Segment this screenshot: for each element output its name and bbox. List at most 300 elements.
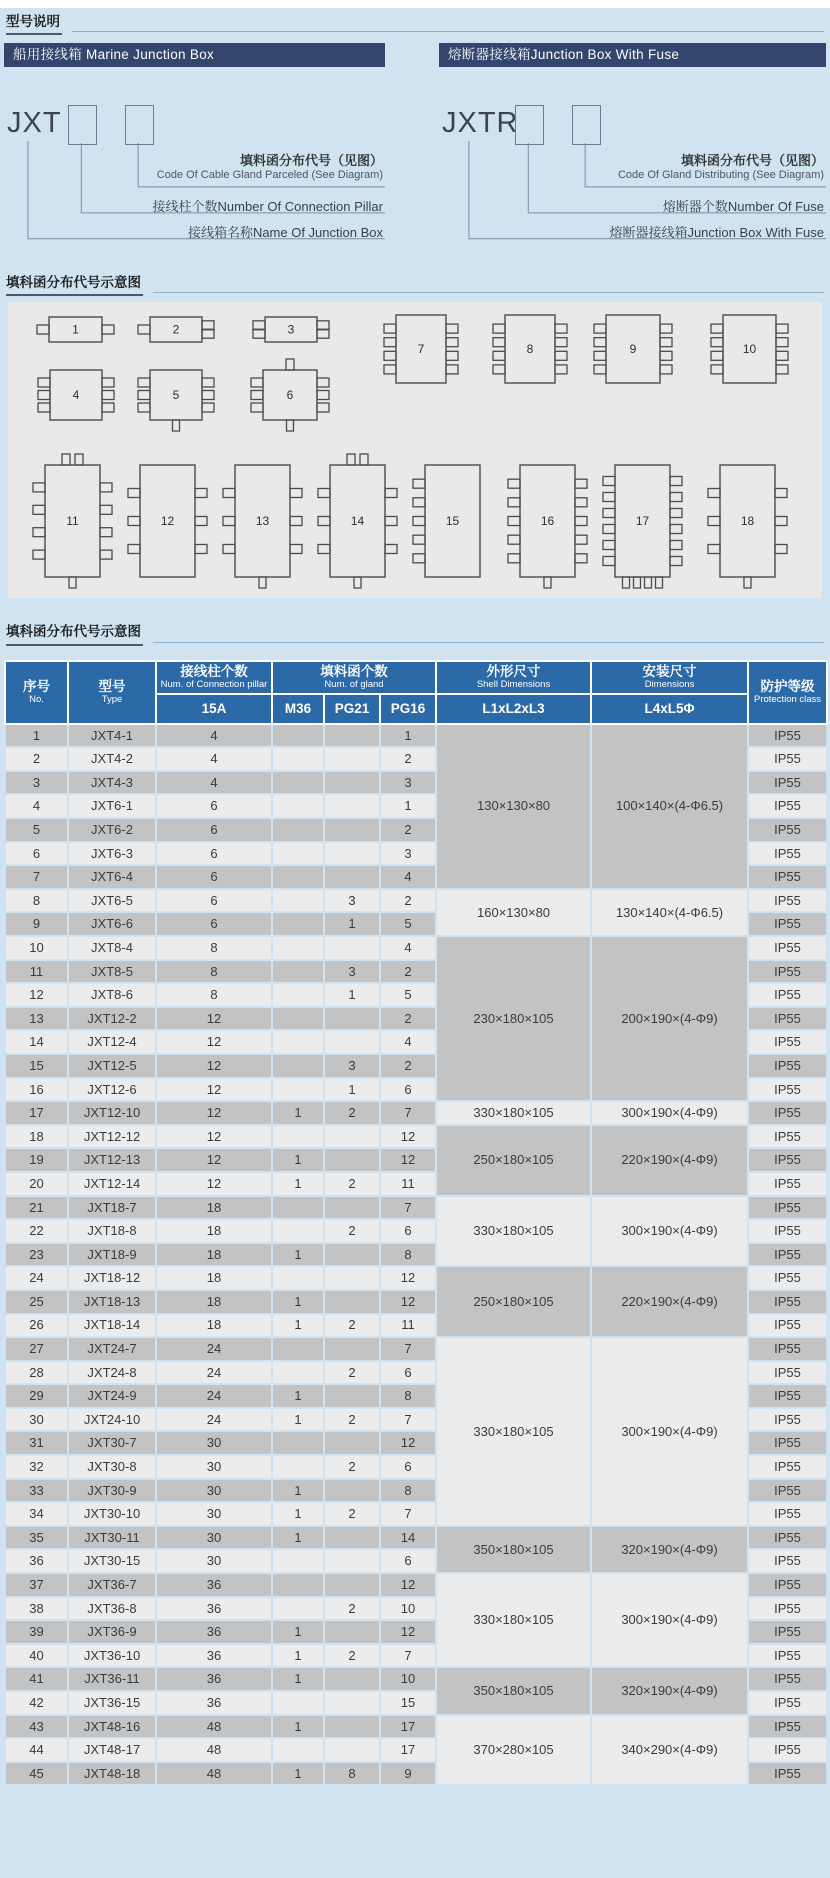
cell-m36: 1 [272,1290,324,1314]
cell-m36 [272,842,324,866]
gland-distribution-diagram [8,302,822,598]
cell-no: 38 [5,1597,68,1621]
cell-pg16: 7 [380,1101,436,1125]
subcol-pg16: PG16 [380,694,436,724]
table-row [5,889,827,913]
gland-diagram-svg [8,302,822,598]
cell-15a: 6 [156,794,272,818]
cell-pg16: 5 [380,983,436,1007]
section-title: 填科函分布代号示意图 [6,624,143,645]
gland-box-symbol [128,465,207,577]
cell-shell-dimensions: 330×180×105 [436,1196,591,1267]
cell-m36: 1 [272,1502,324,1526]
cell-protection: IP55 [748,1361,827,1385]
table-row [5,1573,827,1597]
gland-box-symbol [603,465,682,588]
cell-pg21: 1 [324,912,380,936]
label-fuse-count: 熔断器个数Number Of Fuse [662,199,824,215]
cell-m36: 1 [272,1762,324,1786]
cell-protection: IP55 [748,1101,827,1125]
cell-mount-dimensions: 320×190×(4-Φ9) [591,1667,748,1714]
gland-box-symbol [37,317,114,342]
cell-m36 [272,1266,324,1290]
cell-protection: IP55 [748,1620,827,1644]
svg-text:1: 1 [72,322,79,337]
cell-m36 [272,1361,324,1385]
cell-15a: 18 [156,1219,272,1243]
cell-pg21 [324,1526,380,1550]
cell-shell-dimensions: 330×180×105 [436,1101,591,1125]
cell-15a: 30 [156,1479,272,1503]
cell-type: JXT6-5 [68,889,156,913]
cell-pg16: 2 [380,747,436,771]
spec-table-body [5,724,827,1786]
cell-protection: IP55 [748,1054,827,1078]
cell-type: JXT30-7 [68,1431,156,1455]
cell-pg21 [324,1667,380,1691]
cell-type: JXT30-8 [68,1455,156,1479]
cell-15a: 12 [156,1125,272,1149]
cell-pg16: 7 [380,1502,436,1526]
cell-protection: IP55 [748,1549,827,1573]
cell-mount-dimensions: 300×190×(4-Φ9) [591,1101,748,1125]
cell-pg21 [324,865,380,889]
cell-mount-dimensions: 300×190×(4-Φ9) [591,1337,748,1526]
cell-protection: IP55 [748,1526,827,1550]
cell-type: JXT12-6 [68,1078,156,1102]
cell-protection: IP55 [748,1762,827,1786]
cell-15a: 36 [156,1597,272,1621]
cell-pg21 [324,1125,380,1149]
cell-pg21 [324,771,380,795]
table-row [5,1667,827,1691]
cell-pg21 [324,1337,380,1361]
cell-no: 22 [5,1219,68,1243]
cell-m36 [272,936,324,960]
svg-text:18: 18 [740,514,755,529]
cell-protection: IP55 [748,1196,827,1220]
cell-15a: 30 [156,1549,272,1573]
cell-pg21: 1 [324,1078,380,1102]
cell-pg21 [324,1148,380,1172]
cell-pg21 [324,1290,380,1314]
cell-pg16: 8 [380,1243,436,1267]
cell-m36: 1 [272,1526,324,1550]
cell-protection: IP55 [748,818,827,842]
cell-pg21 [324,1266,380,1290]
cell-shell-dimensions: 330×180×105 [436,1573,591,1667]
cell-pg16: 12 [380,1573,436,1597]
col-header-mount: 安装尺寸 Dimensions [591,661,748,694]
table-row [5,1526,827,1550]
cell-no: 11 [5,960,68,984]
cell-m36 [272,771,324,795]
cell-type: JXT8-4 [68,936,156,960]
cell-protection: IP55 [748,1502,827,1526]
cell-mount-dimensions: 200×190×(4-Φ9) [591,936,748,1101]
spec-table [4,660,828,1787]
cell-pg16: 17 [380,1715,436,1739]
cell-no: 34 [5,1502,68,1526]
cell-15a: 24 [156,1361,272,1385]
cell-no: 19 [5,1148,68,1172]
cell-mount-dimensions: 320×190×(4-Φ9) [591,1526,748,1573]
cell-type: JXT6-6 [68,912,156,936]
table-row [5,724,827,748]
cell-shell-dimensions: 250×180×105 [436,1125,591,1196]
cell-15a: 4 [156,771,272,795]
cell-15a: 36 [156,1573,272,1597]
cell-no: 30 [5,1408,68,1432]
cell-m36 [272,1219,324,1243]
cell-15a: 18 [156,1290,272,1314]
cell-protection: IP55 [748,747,827,771]
cell-type: JXT30-10 [68,1502,156,1526]
cell-15a: 8 [156,960,272,984]
svg-text:7: 7 [417,342,425,357]
cell-pg16: 2 [380,960,436,984]
svg-text:17: 17 [635,514,650,529]
cell-protection: IP55 [748,1219,827,1243]
cell-no: 27 [5,1337,68,1361]
spec-table-wrap [4,660,826,1787]
cell-m36 [272,983,324,1007]
cell-no: 23 [5,1243,68,1267]
cell-m36 [272,1196,324,1220]
label-box-name: 接线箱名称Name Of Junction Box [187,225,383,241]
cell-protection: IP55 [748,1691,827,1715]
cell-no: 35 [5,1526,68,1550]
table-row [5,1337,827,1361]
cell-m36 [272,912,324,936]
cell-m36: 1 [272,1715,324,1739]
cell-pg21 [324,1620,380,1644]
gland-box-symbol [594,315,672,383]
svg-text:16: 16 [540,514,555,529]
cell-m36 [272,1597,324,1621]
cell-no: 36 [5,1549,68,1573]
cell-m36 [272,724,324,748]
cell-type: JXT36-7 [68,1573,156,1597]
svg-text:3: 3 [287,322,295,337]
panel-header: 船用接线箱 Marine Junction Box [4,43,385,67]
cell-pg21 [324,747,380,771]
cell-m36 [272,1431,324,1455]
cell-no: 8 [5,889,68,913]
cell-pg21 [324,1479,380,1503]
label-box-name: 熔断器接线箱Junction Box With Fuse [609,225,824,241]
cell-pg21: 2 [324,1101,380,1125]
cell-shell-dimensions: 370×280×105 [436,1715,591,1786]
cell-pg21 [324,936,380,960]
cell-no: 31 [5,1431,68,1455]
cell-no: 25 [5,1290,68,1314]
cell-type: JXT12-12 [68,1125,156,1149]
subcol-15a: 15A [156,694,272,724]
cell-15a: 4 [156,724,272,748]
cell-type: JXT6-3 [68,842,156,866]
cell-pg16: 6 [380,1455,436,1479]
table-row [5,1266,827,1290]
table-row [5,936,827,960]
cell-no: 4 [5,794,68,818]
cell-15a: 36 [156,1667,272,1691]
cell-15a: 12 [156,1054,272,1078]
cell-no: 7 [5,865,68,889]
cell-protection: IP55 [748,1078,827,1102]
cell-pg21 [324,842,380,866]
cell-no: 20 [5,1172,68,1196]
cell-m36 [272,747,324,771]
cell-15a: 48 [156,1738,272,1762]
cell-15a: 12 [156,1172,272,1196]
cell-mount-dimensions: 300×190×(4-Φ9) [591,1196,748,1267]
label-gland-code: 填料函分布代号（见图） Code Of Cable Gland Parceled (See Diagram) [156,153,383,181]
model-code-text: JXT [7,107,62,140]
gland-box-symbol [138,317,214,342]
cell-type: JXT6-2 [68,818,156,842]
cell-protection: IP55 [748,1243,827,1267]
col-header-shell: 外形尺寸 Shell Dimensions [436,661,591,694]
svg-text:11: 11 [66,514,79,529]
cell-15a: 18 [156,1243,272,1267]
table-row [5,1125,827,1149]
cell-shell-dimensions: 250×180×105 [436,1266,591,1337]
cell-type: JXT36-10 [68,1644,156,1668]
cell-no: 40 [5,1644,68,1668]
cell-m36: 1 [272,1314,324,1338]
cell-pg21 [324,1196,380,1220]
subcol-l1l2l3: L1xL2xL3 [436,694,591,724]
cell-15a: 18 [156,1266,272,1290]
cell-m36 [272,865,324,889]
title-rule [72,31,824,32]
col-header-protection: 防护等级 Protection class [748,661,827,724]
svg-text:14: 14 [350,514,365,529]
cell-pg21 [324,1007,380,1031]
cell-protection: IP55 [748,1030,827,1054]
cell-m36 [272,1573,324,1597]
cell-pg16: 7 [380,1408,436,1432]
panel-header: 熔断器接线箱Junction Box With Fuse [439,43,826,67]
cell-15a: 24 [156,1408,272,1432]
cell-15a: 30 [156,1502,272,1526]
cell-protection: IP55 [748,1172,827,1196]
cell-m36: 1 [272,1620,324,1644]
panel-body [4,67,385,249]
cell-type: JXT6-1 [68,794,156,818]
cell-protection: IP55 [748,1667,827,1691]
cell-type: JXT12-2 [68,1007,156,1031]
cell-protection: IP55 [748,912,827,936]
cell-m36 [272,818,324,842]
cell-m36: 1 [272,1243,324,1267]
cell-type: JXT4-2 [68,747,156,771]
panel-body [439,67,826,249]
cell-pg16: 4 [380,936,436,960]
cell-shell-dimensions: 330×180×105 [436,1337,591,1526]
cell-type: JXT48-16 [68,1715,156,1739]
cell-protection: IP55 [748,960,827,984]
cell-no: 21 [5,1196,68,1220]
cell-15a: 24 [156,1337,272,1361]
cell-pg16: 12 [380,1266,436,1290]
cell-type: JXT12-4 [68,1030,156,1054]
cell-15a: 36 [156,1691,272,1715]
cell-pg16: 17 [380,1738,436,1762]
cell-pg21: 2 [324,1219,380,1243]
cell-15a: 6 [156,865,272,889]
cell-type: JXT8-6 [68,983,156,1007]
cell-pg16: 6 [380,1361,436,1385]
gland-box-symbol [384,315,458,383]
cell-no: 12 [5,983,68,1007]
cell-protection: IP55 [748,1290,827,1314]
cell-pg16: 10 [380,1597,436,1621]
cell-type: JXT12-14 [68,1172,156,1196]
cell-type: JXT12-10 [68,1101,156,1125]
cell-mount-dimensions: 220×190×(4-Φ9) [591,1125,748,1196]
cell-pg16: 10 [380,1667,436,1691]
section-title: 型号说明 [6,14,62,35]
cell-15a: 8 [156,983,272,1007]
cell-type: JXT24-8 [68,1361,156,1385]
cell-no: 3 [5,771,68,795]
cell-pg16: 4 [380,1030,436,1054]
cell-no: 45 [5,1762,68,1786]
cell-pg21: 2 [324,1644,380,1668]
cell-protection: IP55 [748,1431,827,1455]
cell-protection: IP55 [748,1314,827,1338]
cell-type: JXT36-11 [68,1667,156,1691]
cell-protection: IP55 [748,1479,827,1503]
cell-type: JXT30-15 [68,1549,156,1573]
cell-no: 32 [5,1455,68,1479]
cell-type: JXT4-3 [68,771,156,795]
cell-no: 37 [5,1573,68,1597]
label-gland-code: 填料函分布代号（见图） Code Of Gland Distributing (See Diagram) [617,153,824,181]
gland-box-symbol [708,465,787,588]
cell-no: 18 [5,1125,68,1149]
cell-pg16: 12 [380,1620,436,1644]
cell-type: JXT18-8 [68,1219,156,1243]
cell-pg16: 7 [380,1337,436,1361]
svg-text:12: 12 [160,514,175,529]
cell-protection: IP55 [748,794,827,818]
cell-no: 28 [5,1361,68,1385]
cell-mount-dimensions: 100×140×(4-Φ6.5) [591,724,748,889]
cell-m36 [272,1691,324,1715]
gland-box-symbol [413,465,480,577]
cell-pg21 [324,1715,380,1739]
cell-pg21: 2 [324,1597,380,1621]
cell-protection: IP55 [748,1266,827,1290]
cell-protection: IP55 [748,1738,827,1762]
cell-15a: 30 [156,1526,272,1550]
cell-pg21: 3 [324,1054,380,1078]
svg-text:10: 10 [742,342,757,357]
cell-protection: IP55 [748,771,827,795]
cell-type: JXT36-9 [68,1620,156,1644]
gland-box-symbol [508,465,587,588]
cell-type: JXT18-7 [68,1196,156,1220]
svg-text:4: 4 [72,388,80,403]
spec-table-header [5,661,827,724]
svg-text:6: 6 [286,388,294,403]
cell-no: 33 [5,1479,68,1503]
panel-junction-box-with-fuse [439,43,826,249]
cell-pg16: 1 [380,724,436,748]
cell-m36: 1 [272,1408,324,1432]
svg-text:5: 5 [172,388,180,403]
cell-pg21: 2 [324,1172,380,1196]
cell-pg16: 7 [380,1644,436,1668]
cell-protection: IP55 [748,865,827,889]
cell-m36 [272,1007,324,1031]
cell-protection: IP55 [748,724,827,748]
cell-pg16: 14 [380,1526,436,1550]
cell-no: 14 [5,1030,68,1054]
cell-15a: 48 [156,1715,272,1739]
cell-pg16: 4 [380,865,436,889]
cell-15a: 18 [156,1196,272,1220]
cell-pg16: 12 [380,1431,436,1455]
cell-type: JXT24-7 [68,1337,156,1361]
cell-m36 [272,889,324,913]
section-gland-table [6,624,824,645]
panel-marine-junction-box [4,43,385,249]
subcol-m36: M36 [272,694,324,724]
cell-m36: 1 [272,1479,324,1503]
title-rule [153,292,824,293]
cell-15a: 12 [156,1101,272,1125]
svg-text:13: 13 [255,514,270,529]
cell-no: 24 [5,1266,68,1290]
cell-pg21 [324,1738,380,1762]
cell-protection: IP55 [748,1597,827,1621]
cell-protection: IP55 [748,1644,827,1668]
cell-m36: 1 [272,1148,324,1172]
cell-pg16: 7 [380,1196,436,1220]
section-title: 填科函分布代号示意图 [6,275,143,296]
cell-type: JXT4-1 [68,724,156,748]
cell-pg16: 6 [380,1549,436,1573]
cell-pg16: 6 [380,1078,436,1102]
cell-15a: 12 [156,1030,272,1054]
cell-protection: IP55 [748,1007,827,1031]
cell-protection: IP55 [748,1715,827,1739]
cell-15a: 6 [156,818,272,842]
cell-shell-dimensions: 160×130×80 [436,889,591,936]
cell-no: 10 [5,936,68,960]
cell-pg16: 2 [380,1007,436,1031]
cell-pg21 [324,1573,380,1597]
cell-pg16: 2 [380,818,436,842]
cell-15a: 36 [156,1644,272,1668]
cell-pg16: 2 [380,889,436,913]
cell-15a: 30 [156,1431,272,1455]
cell-pg21 [324,1549,380,1573]
cell-type: JXT24-9 [68,1384,156,1408]
cell-15a: 30 [156,1455,272,1479]
cell-pg16: 3 [380,771,436,795]
cell-no: 2 [5,747,68,771]
cell-type: JXT36-15 [68,1691,156,1715]
svg-text:15: 15 [445,514,460,529]
cell-protection: IP55 [748,889,827,913]
cell-pg21 [324,1243,380,1267]
gland-box-symbol [223,465,302,588]
